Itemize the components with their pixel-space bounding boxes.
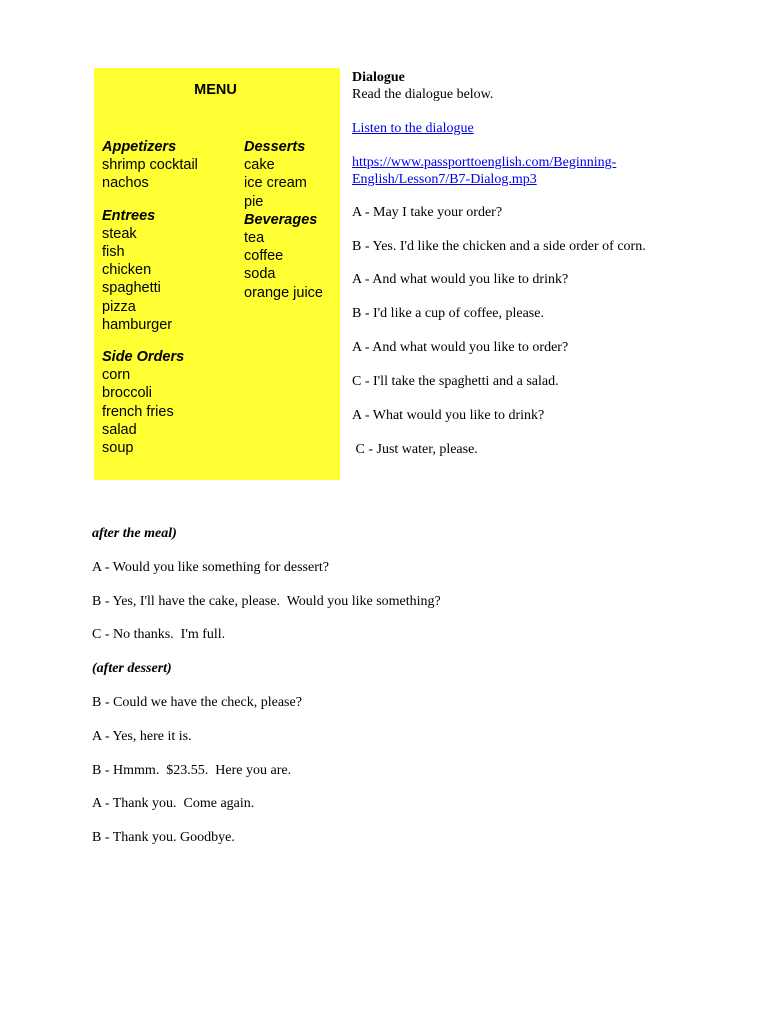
menu-item: chicken	[102, 262, 152, 279]
menu-item: pie	[244, 193, 264, 210]
dialogue-line: A - May I take your order?	[352, 205, 503, 220]
menu-item: corn	[102, 367, 131, 384]
dialogue-line: A - Would you like something for dessert?	[92, 559, 329, 575]
url-line-1: https://www.passporttoenglish.com/Beginning-	[352, 155, 617, 170]
dialogue-title: Dialogue	[352, 70, 405, 85]
menu-item: pizza	[102, 298, 136, 315]
dialogue-line: A - What would you like to drink?	[352, 408, 545, 423]
dialogue-intro: Read the dialogue below.	[352, 87, 494, 102]
dialogue-line: C - No thanks. I'm full.	[92, 627, 226, 643]
menu-item: nachos	[102, 175, 149, 192]
menu-spacer	[102, 334, 198, 348]
menu-item: steak	[102, 225, 137, 242]
dialogue-line: C - I'll take the spaghetti and a salad.	[352, 374, 559, 389]
menu-title: MENU	[194, 82, 237, 98]
menu-item: soup	[102, 440, 134, 457]
dialogue-line: B - Thank you. Goodbye.	[92, 830, 235, 846]
menu-item: cake	[244, 157, 275, 174]
section-heading-after-dessert: (after dessert)	[92, 661, 172, 677]
dialogue-line: A - And what would you like to drink?	[352, 272, 569, 287]
menu-item: ice cream	[244, 175, 307, 192]
listen-dialogue-link[interactable]: Listen to the dialogue	[352, 121, 474, 136]
dialogue-line: C - Just water, please.	[352, 442, 478, 457]
dialogue-line: B - Hmmm. $23.55. Here you are.	[92, 762, 292, 778]
dialogue-line: B - Could we have the check, please?	[92, 694, 302, 710]
menu-heading-desserts: Desserts	[244, 139, 306, 155]
menu-heading-entrees: Entrees	[102, 207, 156, 224]
menu-item: broccoli	[102, 385, 152, 402]
menu-item: fish	[102, 244, 125, 261]
section-heading-after-meal: after the meal)	[92, 526, 177, 541]
dialogue-continued	[92, 525, 692, 863]
dialogue-line: A - Yes, here it is.	[92, 728, 192, 744]
menu-item: coffee	[244, 248, 284, 265]
menu-right-column	[244, 138, 323, 302]
menu-item: soda	[244, 266, 276, 283]
menu-spacer	[102, 193, 198, 207]
dialogue-section	[352, 69, 662, 458]
dialogue-line: B - I'd like a cup of coffee, please.	[352, 306, 544, 321]
menu-box	[94, 68, 340, 480]
menu-item: spaghetti	[102, 280, 161, 297]
menu-item: orange juice	[244, 284, 323, 301]
menu-item: shrimp cocktail	[102, 157, 198, 174]
menu-item: tea	[244, 230, 265, 247]
menu-heading-side-orders: Side Orders	[102, 349, 185, 366]
dialogue-line: A - And what would you like to order?	[352, 340, 569, 355]
dialogue-line: B - Yes, I'll have the cake, please. Would you like something?	[92, 593, 441, 609]
menu-item: hamburger	[102, 316, 173, 333]
menu-item: salad	[102, 421, 137, 438]
dialogue-line: A - Thank you. Come again.	[92, 796, 255, 812]
menu-heading-beverages: Beverages	[244, 211, 318, 228]
dialogue-audio-url-link[interactable]	[352, 155, 616, 187]
dialogue-line: B - Yes. I'd like the chicken and a side order of corn.	[352, 239, 646, 254]
menu-item: french fries	[102, 403, 174, 420]
url-line-2: English/Lesson7/B7-Dialog.mp3	[352, 172, 537, 187]
menu-heading-appetizers: Appetizers	[102, 139, 177, 155]
menu-left-column	[102, 138, 198, 457]
